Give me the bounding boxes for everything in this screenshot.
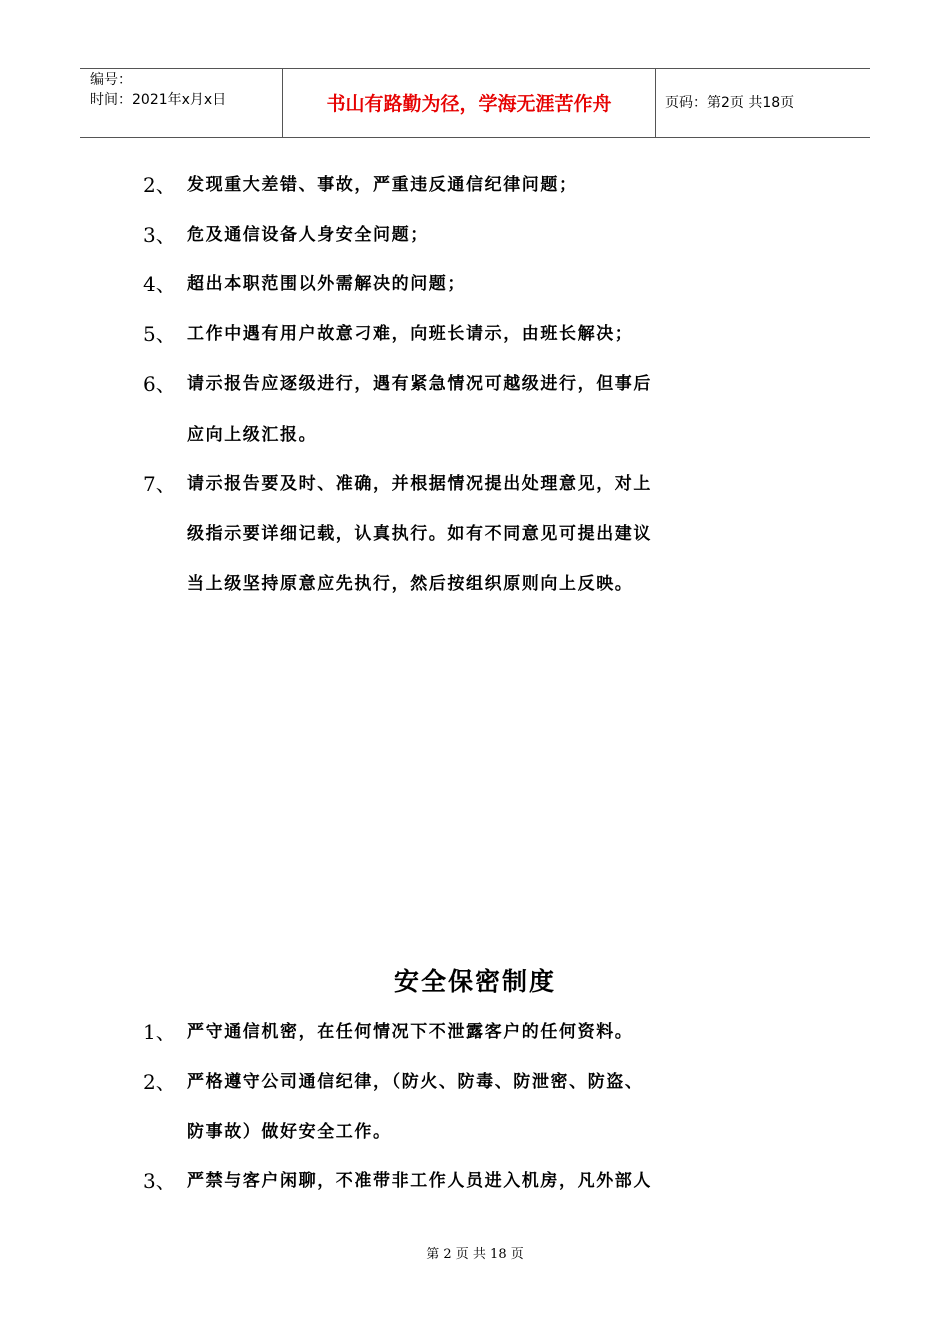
list-item-text-continued: 当上级坚持原意应先执行，然后按组织原则向上反映。	[187, 574, 634, 594]
list-item-text: 超出本职范围以外需解决的问题；	[187, 274, 466, 294]
list-item-text: 严守通信机密，在任何情况下不泄露客户的任何资料。	[187, 1022, 634, 1042]
list-item-number: 6、	[143, 372, 176, 396]
document-time-label: 时间：2021年x月x日	[90, 92, 227, 108]
list-item-number: 2、	[143, 1070, 176, 1094]
list-item-text: 工作中遇有用户故意刁难，向班长请示，由班长解决；	[187, 324, 634, 344]
list-item-number: 3、	[143, 1169, 176, 1193]
list-item-text: 严格遵守公司通信纪律，（防火、防毒、防泄密、防盗、	[187, 1072, 644, 1092]
list-item-text: 请示报告应逐级进行，遇有紧急情况可越级进行，但事后	[187, 374, 652, 394]
header-meta-cell	[80, 69, 282, 137]
document-header	[80, 68, 870, 138]
header-motto-cell	[282, 69, 656, 137]
header-page-info: 页码：第2页 共18页	[665, 95, 795, 111]
list-item-number: 1、	[143, 1020, 176, 1044]
page-footer: 第 2 页 共 18 页	[426, 1247, 524, 1262]
header-motto: 书山有路勤为径，学海无涯苦作舟	[326, 93, 612, 115]
section-title: 安全保密制度	[393, 967, 556, 996]
list-item-number: 5、	[143, 322, 176, 346]
document-number-label: 编号：	[90, 72, 132, 88]
list-item-text: 请示报告要及时、准确，并根据情况提出处理意见，对上	[187, 474, 652, 494]
header-page-cell	[655, 69, 870, 137]
list-item-number: 3、	[143, 223, 176, 247]
list-item-text-continued: 应向上级汇报。	[187, 425, 318, 445]
list-item-text: 危及通信设备人身安全问题；	[187, 225, 429, 245]
list-item-text-continued: 防事故）做好安全工作。	[187, 1122, 392, 1142]
list-item-number: 2、	[143, 173, 176, 197]
list-item-number: 4、	[143, 272, 176, 296]
list-item-number: 7、	[143, 472, 176, 496]
list-item-text-continued: 级指示要详细记载，认真执行。如有不同意见可提出建议	[187, 524, 652, 544]
list-item-text: 发现重大差错、事故，严重违反通信纪律问题；	[187, 175, 578, 195]
list-item-text: 严禁与客户闲聊，不准带非工作人员进入机房，凡外部人	[187, 1171, 652, 1191]
